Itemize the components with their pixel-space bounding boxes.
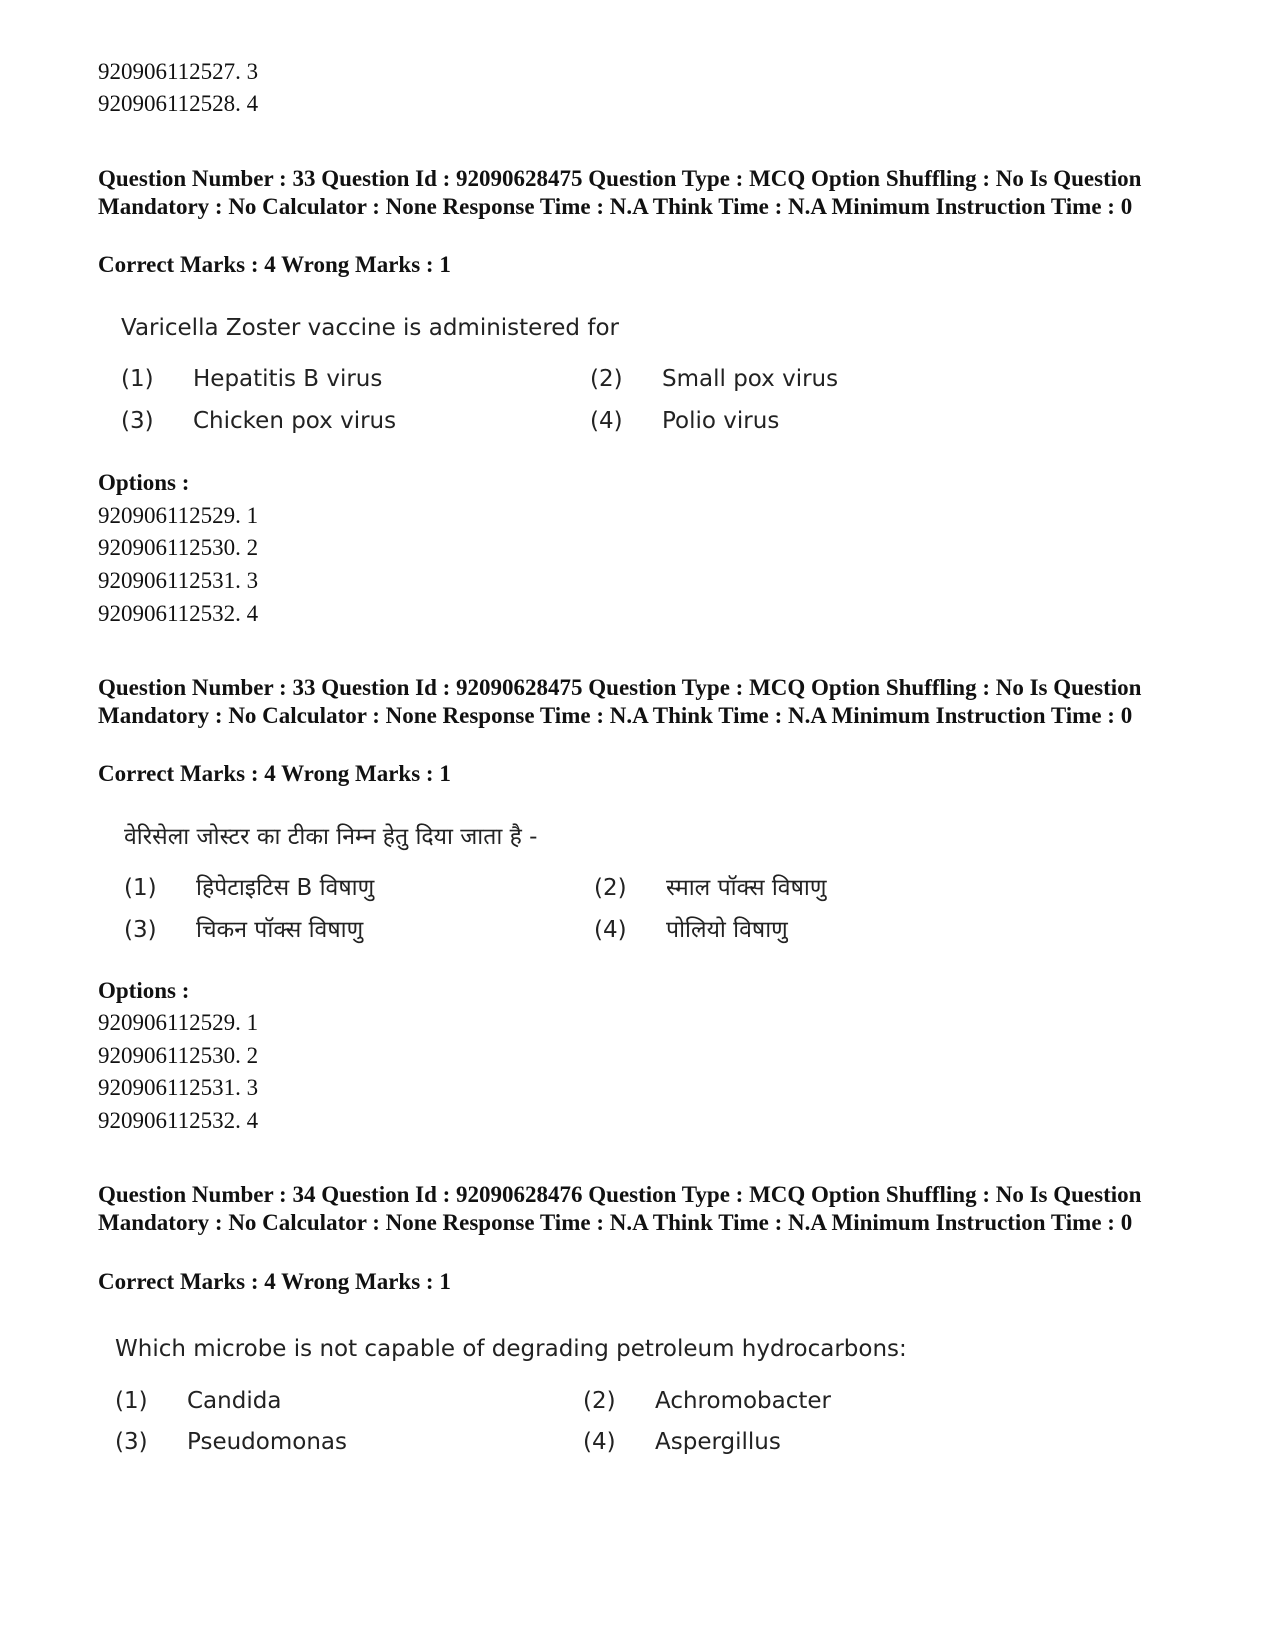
- options-label: Options :: [98, 470, 190, 495]
- question-text: Varicella Zoster vaccine is administered for: [121, 315, 619, 341]
- options-label: Options :: [98, 978, 190, 1003]
- choice-2: [583, 1386, 831, 1416]
- option-id-line: 920906112532. 4: [98, 601, 259, 626]
- choice-1: [121, 364, 382, 394]
- question-marks: Correct Marks : 4 Wrong Marks : 1: [98, 1269, 451, 1294]
- choice-number: (2): [590, 366, 623, 392]
- choice-1: [115, 1386, 281, 1416]
- choice-text: Chicken pox virus: [193, 408, 397, 434]
- choice-number: (2): [594, 875, 627, 901]
- choice-2: [594, 873, 826, 903]
- choice-text: Pseudomonas: [187, 1429, 347, 1455]
- choice-number: (4): [590, 408, 623, 434]
- option-id-line: 920906112529. 1: [98, 1010, 259, 1035]
- question-marks: Correct Marks : 4 Wrong Marks : 1: [98, 761, 451, 786]
- choice-text: Aspergillus: [655, 1429, 781, 1455]
- option-id-line: 920906112532. 4: [98, 1108, 259, 1133]
- choice-text: Small pox virus: [662, 366, 839, 392]
- choice-4: [583, 1427, 781, 1457]
- choice-number: (1): [124, 875, 157, 901]
- option-id-line: 920906112528. 4: [98, 91, 259, 116]
- choice-number: (3): [115, 1429, 148, 1455]
- question-meta: Question Number : 34 Question Id : 92090628476 Question Type : MCQ Option Shuffling : No Is Question Mandatory : No Calculator : None Response Time : N.A Think Time : N.A Minimum Instruction Time : 0: [98, 1182, 1142, 1235]
- choice-text: Achromobacter: [655, 1388, 832, 1414]
- choice-text: Hepatitis B virus: [193, 366, 383, 392]
- option-id-line: 920906112530. 2: [98, 535, 259, 560]
- option-id-line: 920906112530. 2: [98, 1043, 259, 1068]
- choice-number: (3): [121, 408, 154, 434]
- choice-text: Polio virus: [662, 408, 780, 434]
- question-marks: Correct Marks : 4 Wrong Marks : 1: [98, 252, 451, 277]
- question-meta: Question Number : 33 Question Id : 92090628475 Question Type : MCQ Option Shuffling : No Is Question Mandatory : No Calculator : None Response Time : N.A Think Time : N.A Minimum Instruction Time : 0: [98, 675, 1142, 728]
- choice-text: पोलियो विषाणु: [666, 917, 788, 943]
- choice-number: (1): [115, 1388, 148, 1414]
- choice-number: (4): [583, 1429, 616, 1455]
- choice-number: (2): [583, 1388, 616, 1414]
- option-id-line: 920906112531. 3: [98, 1075, 259, 1100]
- question-text: वेरिसेला जोस्टर का टीका निम्न हेतु दिया जाता है -: [124, 824, 538, 850]
- choice-number: (3): [124, 917, 157, 943]
- choice-text: Candida: [187, 1388, 282, 1414]
- choice-1: [124, 873, 374, 903]
- choice-2: [590, 364, 838, 394]
- question-meta: Question Number : 33 Question Id : 92090628475 Question Type : MCQ Option Shuffling : No Is Question Mandatory : No Calculator : None Response Time : N.A Think Time : N.A Minimum Instruction Time : 0: [98, 166, 1142, 219]
- choice-text: चिकन पॉक्स विषाणु: [196, 917, 364, 943]
- question-text: Which microbe is not capable of degrading petroleum hydrocarbons:: [115, 1336, 907, 1362]
- choice-3: [115, 1427, 347, 1457]
- choice-text: हिपेटाइटिस B विषाणु: [196, 875, 375, 901]
- choice-text: स्माल पॉक्स विषाणु: [666, 875, 827, 901]
- choice-number: (4): [594, 917, 627, 943]
- choice-4: [594, 915, 788, 945]
- choice-3: [124, 915, 363, 945]
- choice-number: (1): [121, 366, 154, 392]
- option-id-line: 920906112529. 1: [98, 503, 259, 528]
- option-id-line: 920906112527. 3: [98, 59, 259, 84]
- option-id-line: 920906112531. 3: [98, 568, 259, 593]
- choice-4: [590, 406, 779, 436]
- choice-3: [121, 406, 396, 436]
